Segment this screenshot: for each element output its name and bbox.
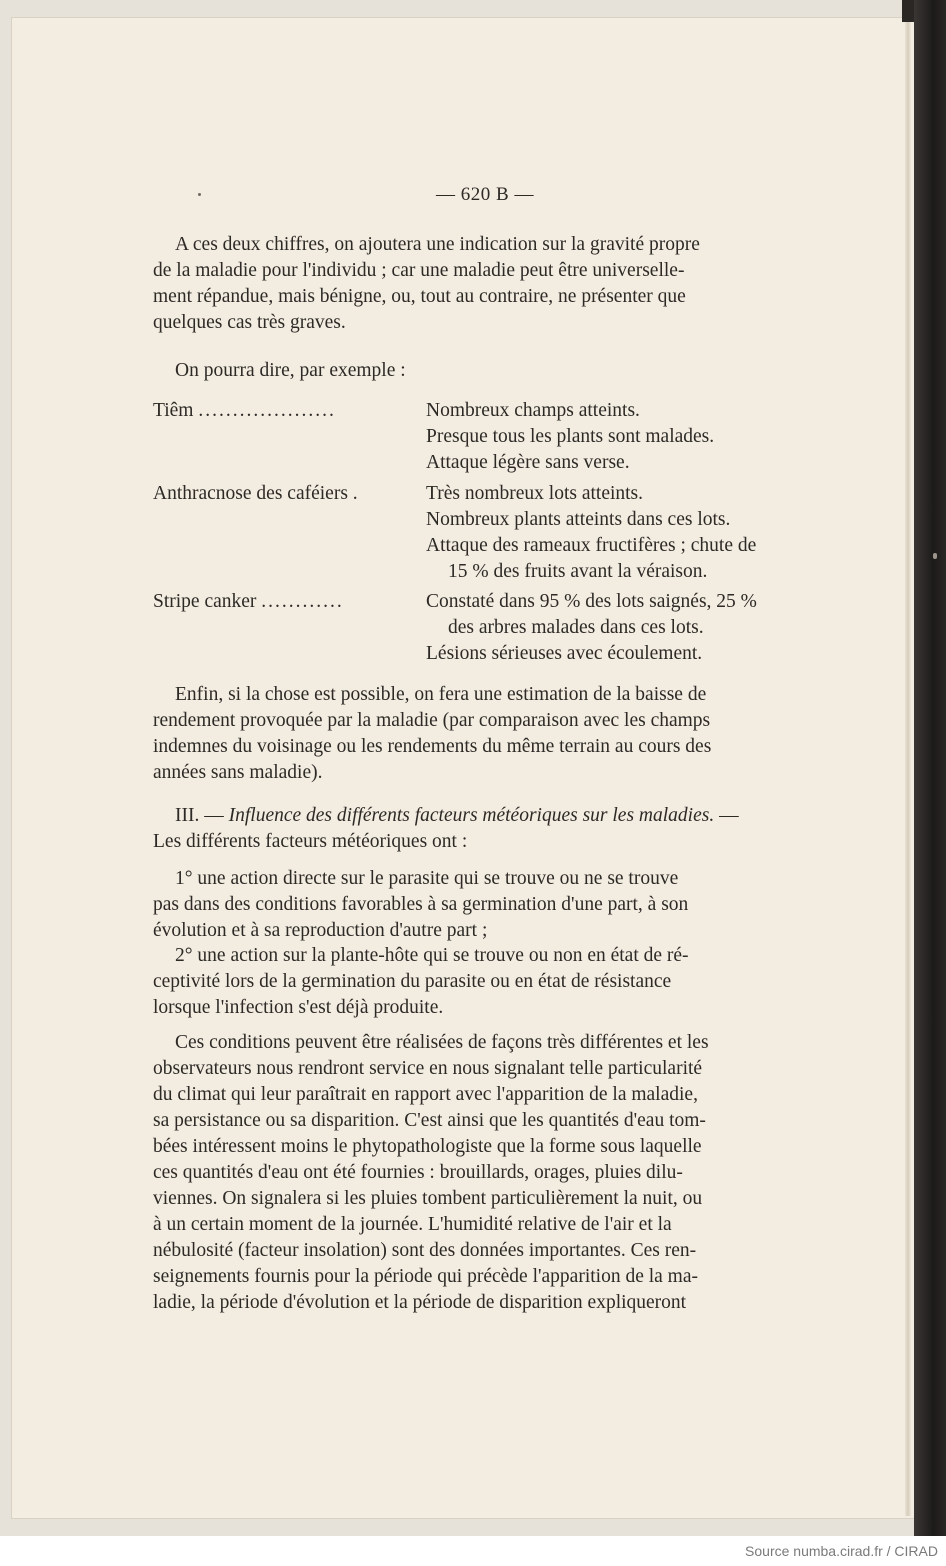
- intro-line: ment répandue, mais bénigne, ou, tout au contraire, ne présenter que: [153, 286, 686, 307]
- example-desc-anthracnose: Très nombreux lots atteints. Nombreux plants atteints dans ces lots. Attaque des rameaux fructifères ; chute de 15 % des fruits avant la véraison.: [426, 483, 757, 582]
- example-label-stripe-canker: Stripe canker ............: [153, 591, 344, 612]
- intro-line: de la maladie pour l'individu ; car une maladie peut être universelle-: [153, 260, 685, 281]
- source-credit: Source numba.cirad.fr / CIRAD: [745, 1543, 938, 1559]
- section-3-title: Influence des différents facteurs météoriques sur les maladies.: [228, 805, 715, 826]
- margin-speck: [933, 553, 937, 559]
- example-label-anthracnose: Anthracnose des caféiers .: [153, 483, 360, 504]
- example-desc-stripe-canker: Constaté dans 95 % des lots saignés, 25 % des arbres malades dans ces lots. Lésions sérieuses avec écoulement.: [426, 591, 757, 664]
- intro-line: quelques cas très graves.: [153, 312, 346, 333]
- example-label-tiem: Tiêm ....................: [153, 400, 336, 421]
- example-desc-tiem: Nombreux champs atteints. Presque tous les plants sont malades. Attaque légère sans verse.: [426, 400, 715, 473]
- page-edge: [905, 10, 911, 1516]
- intro-line: A ces deux chiffres, on ajoutera une indication sur la gravité propre: [175, 234, 700, 255]
- book-binding: [914, 0, 946, 1536]
- page-speck: [198, 193, 201, 196]
- page-number: — 620 B —: [436, 184, 534, 205]
